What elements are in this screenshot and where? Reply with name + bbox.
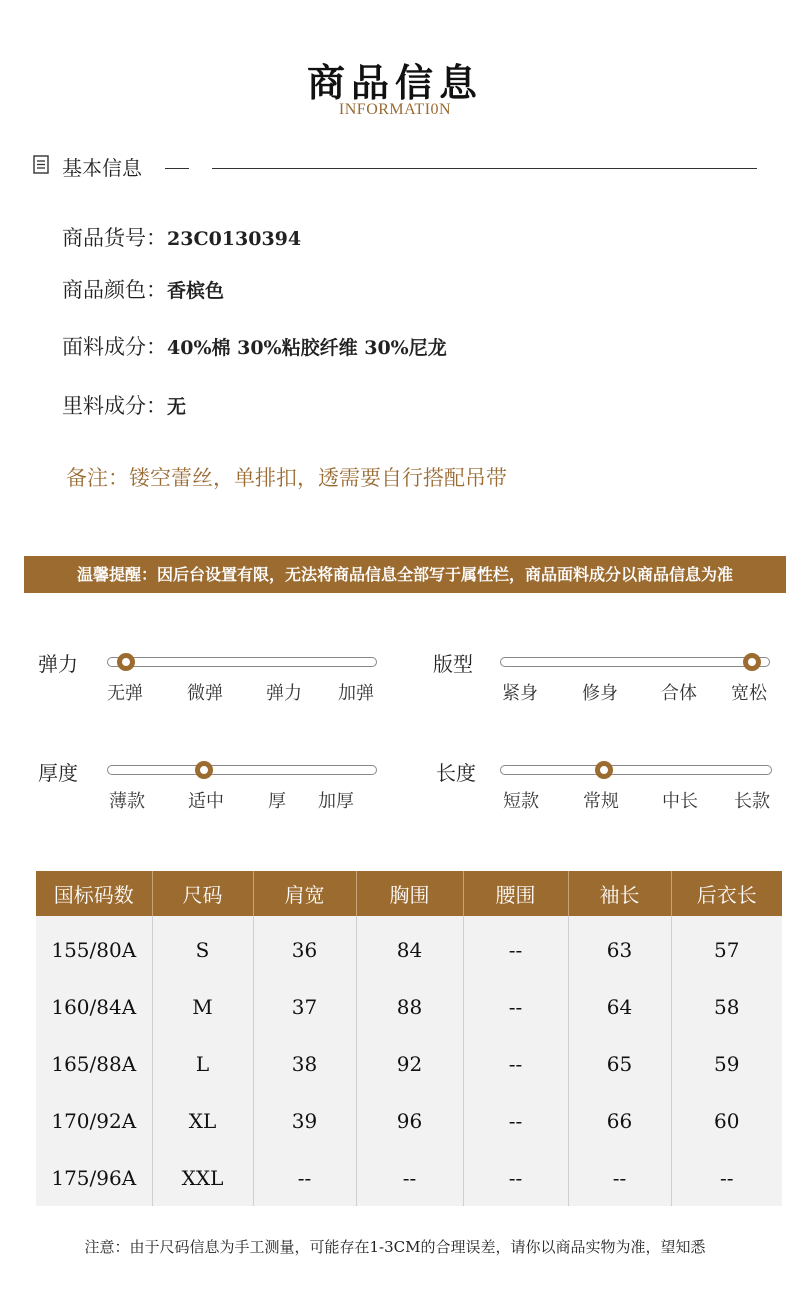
table-cell: -- [463,978,568,1035]
table-cell: XXL [152,1149,253,1206]
table-row [36,978,782,1035]
column-header: 肩宽 [253,871,356,916]
table-header-row [36,871,782,916]
elasticity-knob [117,653,135,671]
thickness-track [107,765,377,775]
table-cell: L [152,1035,253,1092]
elasticity-option: 弹力 [266,683,302,704]
fit-option: 合体 [661,683,697,704]
footer-notice: 注意：由于尺码信息为手工测量，可能存在1-3CM的合理误差，请你以商品实物为准，望知悉 [84,1238,706,1256]
length-option: 长款 [734,791,770,812]
table-cell: 60 [671,1092,782,1149]
length-option: 短款 [503,791,539,812]
remark-note: 备注：镂空蕾丝，单排扣，透需要自行搭配吊带 [66,466,507,490]
table-cell: 170/92A [36,1092,152,1149]
elasticity-option: 加弹 [338,683,374,704]
info-row-lining [62,390,186,420]
column-header: 袖长 [568,871,671,916]
table-cell: M [152,978,253,1035]
length-track [500,765,772,775]
document-icon [33,155,49,174]
thickness-option: 厚 [268,791,286,812]
size-table [36,871,782,1206]
table-cell: -- [253,1149,356,1206]
table-cell: 160/84A [36,978,152,1035]
attr-label-thickness: 厚度 [38,761,78,785]
table-cell: 39 [253,1092,356,1149]
info-label: 商品颜色： [62,278,167,302]
table-cell: 36 [253,916,356,978]
length-option: 常规 [583,791,619,812]
table-cell: -- [568,1149,671,1206]
fit-knob [743,653,761,671]
info-label: 商品货号： [62,226,167,250]
table-cell: 88 [356,978,463,1035]
section-divider [212,168,757,169]
reminder-banner: 温馨提醒：因后台设置有限，无法将商品信息全部写于属性栏，商品面料成分以商品信息为准 [24,556,786,593]
info-row-item-number [62,222,301,252]
thickness-option: 薄款 [109,791,145,812]
attr-label-length: 长度 [436,761,476,785]
section-dash [165,168,189,169]
table-cell: XL [152,1092,253,1149]
table-cell: 59 [671,1035,782,1092]
table-row [36,1092,782,1149]
thickness-option: 加厚 [318,791,354,812]
table-row [36,916,782,978]
table-cell: 84 [356,916,463,978]
table-cell: 155/80A [36,916,152,978]
table-cell: 65 [568,1035,671,1092]
table-cell: 63 [568,916,671,978]
table-row [36,1149,782,1206]
info-label: 面料成分： [62,335,167,359]
info-row-fabric [62,331,447,361]
table-cell: 66 [568,1092,671,1149]
page-subtitle: INFORMATI0N [338,101,452,118]
table-cell: -- [671,1149,782,1206]
page-title: 商品信息 [306,60,483,105]
fit-option: 紧身 [502,683,538,704]
column-header: 国标码数 [36,871,152,916]
length-knob [595,761,613,779]
section-title: 基本信息 [62,156,142,180]
table-cell: -- [463,1035,568,1092]
fit-track [500,657,770,667]
thickness-knob [195,761,213,779]
table-cell: -- [463,1092,568,1149]
info-value: 香槟色 [167,280,225,302]
info-label: 里料成分： [62,394,167,418]
table-cell: -- [463,916,568,978]
info-row-color [62,274,224,304]
table-cell: 57 [671,916,782,978]
elasticity-track [107,657,377,667]
elasticity-option: 无弹 [107,683,143,704]
table-cell: 92 [356,1035,463,1092]
column-header: 后衣长 [671,871,782,916]
elasticity-option: 微弹 [187,683,223,704]
column-header: 尺码 [152,871,253,916]
attr-label-fit: 版型 [433,652,473,676]
table-cell: 37 [253,978,356,1035]
table-cell: -- [356,1149,463,1206]
column-header: 腰围 [463,871,568,916]
table-cell: 38 [253,1035,356,1092]
attr-label-elasticity: 弹力 [38,652,78,676]
column-header: 胸围 [356,871,463,916]
info-value: 40%棉 30%粘胶纤维 30%尼龙 [167,337,447,359]
thickness-option: 适中 [188,791,224,812]
table-cell: 64 [568,978,671,1035]
table-cell: 58 [671,978,782,1035]
info-value: 无 [167,396,187,418]
info-value: 23C0130394 [167,228,302,250]
table-cell: -- [463,1149,568,1206]
fit-option: 宽松 [731,683,767,704]
fit-option: 修身 [582,683,618,704]
table-row [36,1035,782,1092]
table-cell: S [152,916,253,978]
table-cell: 165/88A [36,1035,152,1092]
length-option: 中长 [662,791,698,812]
table-cell: 96 [356,1092,463,1149]
table-cell: 175/96A [36,1149,152,1206]
